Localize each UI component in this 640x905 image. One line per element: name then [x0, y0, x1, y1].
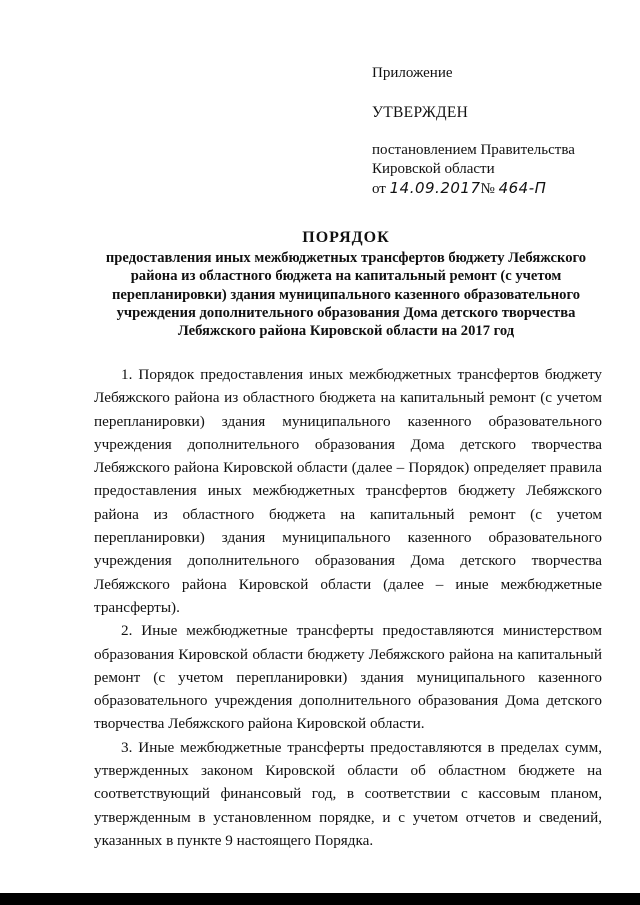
paragraph-1: 1. Порядок предоставления иных межбюджетных трансфертов бюджету Лебяжского района из областного бюджета на капитальный ремонт (с учетом перепланировки) здания муниципального казенного образовательного учреждения дополнительного образования Дома детского творчества Лебяжского района Кировской области (далее – Порядок) определяет правила предоставления иных межбюджетных трансфертов бюджету Лебяжского района из областного бюджета на капитальный ремонт (с учетом перепланировки) здания муниципального казенного образовательного учреждения дополнительного образования Дома детского творчества Лебяжского района Кировской области (далее – иные межбюджетные трансферты).	[94, 366, 602, 616]
decree-date-line	[372, 179, 622, 199]
decree-line-2: Кировской области	[372, 161, 495, 177]
paragraph-3: 3. Иные межбюджетные трансферты предоставляются в пределах сумм, утвержденных законом Кировской области об областном бюджете на соответствующий финансовый год, в соответствии с кассовым планом, утвержденным в установленном порядке, и с учетом отчетов и сведений, указанных в пункте 9 настоящего Порядка.	[94, 738, 602, 849]
paragraph-2: 2. Иные межбюджетные трансферты предоставляются министерством образования Кировской области бюджету Лебяжского района на капитальный ремонт (с учетом перепланировки) здания муниципального казенного образовательного учреждения дополнительного образования Дома детского творчества Лебяжского района Кировской области.	[94, 622, 602, 733]
document-title: ПОРЯДОК	[302, 229, 390, 246]
appendix-label: Приложение	[372, 65, 453, 81]
document-title-block	[88, 229, 604, 340]
document-subtitle: предоставления иных межбюджетных трансфертов бюджету Лебяжского района из областного бюджета на капитальный ремонт (с учетом перепланировки) здания муниципального казенного образовательного учреждения дополнительного образования Дома детского творчества Лебяжского района Кировской области на 2017 год	[105, 250, 587, 340]
handwritten-number: 464-П	[498, 179, 547, 197]
decree-line-1: постановлением Правительства	[372, 142, 575, 158]
scan-edge-bar	[0, 893, 640, 905]
approval-block	[372, 64, 622, 199]
approved-label: УТВЕРЖДЕН	[372, 104, 469, 121]
number-prefix: №	[480, 181, 495, 197]
document-body	[94, 363, 602, 852]
handwritten-date: 14.09.2017	[389, 179, 481, 197]
date-prefix: от	[372, 181, 386, 197]
